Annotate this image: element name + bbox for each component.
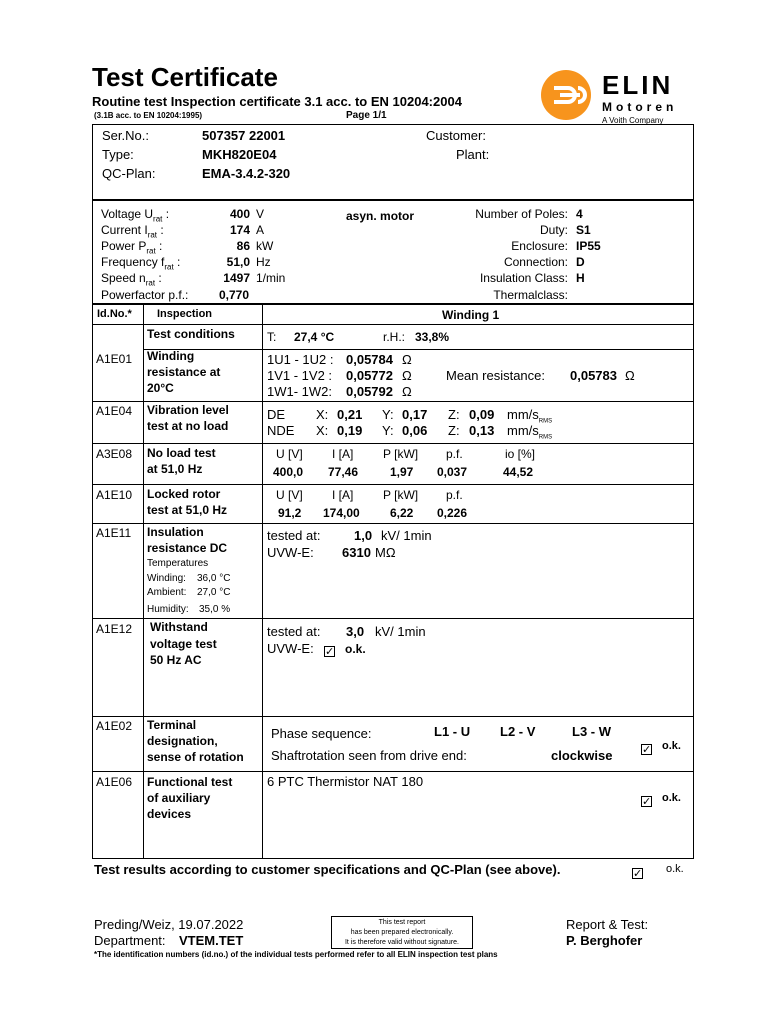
res-v-value: 0,05772 xyxy=(346,368,393,383)
y-label: Y: xyxy=(382,423,394,438)
vibration-unit: $mm/s_{RMS}$ xyxy=(507,423,553,441)
noload-name-1: No load test xyxy=(147,446,216,460)
phase-l3: L3 - W xyxy=(572,724,611,739)
row-id-a3e08: A3E08 xyxy=(96,447,133,461)
ws-uvw-label: UVW-E: xyxy=(267,641,314,656)
check-icon: ✓ xyxy=(325,646,335,658)
speed-unit: 1/min xyxy=(256,271,286,285)
ws-result: o.k. xyxy=(345,642,366,656)
terminal-name-1: Terminal xyxy=(147,718,197,732)
insulation-name-1: Insulation xyxy=(147,525,204,539)
x-label: X: xyxy=(316,407,329,422)
connection-label: Connection: xyxy=(503,255,568,269)
functional-name-2: of auxiliary xyxy=(147,791,211,805)
col-winding-header: Winding 1 xyxy=(442,308,500,322)
row-id-a1e11: A1E11 xyxy=(96,526,132,540)
humidity-value: 33,8% xyxy=(415,330,450,344)
shaft-rotation-label: Shaftrotation seen from drive end: xyxy=(271,748,467,763)
nde-x-value: 0,19 xyxy=(337,423,363,438)
ambient-temp-value: 27,0 °C xyxy=(197,587,231,598)
row-id-a1e10: A1E10 xyxy=(96,488,133,502)
functional-name-3: devices xyxy=(147,807,192,821)
customer-label: Customer: xyxy=(426,128,486,143)
res-u-value: 0,05784 xyxy=(346,352,393,367)
ohm-icon: Ω xyxy=(625,368,635,383)
de-label: DE xyxy=(267,407,286,422)
humidity-ins-value: 35,0 % xyxy=(199,604,231,615)
winding-name-3: 20°C xyxy=(147,381,174,395)
noload-io-value: 44,52 xyxy=(503,465,534,479)
noload-u-value: 400,0 xyxy=(273,465,304,479)
logo-subtitle: Motoren xyxy=(602,100,678,114)
electronic-note-1: This test report xyxy=(378,919,426,926)
report-test-label: Report & Test: xyxy=(566,917,649,932)
frequency-value: 51,0 xyxy=(226,255,250,269)
humidity-label: r.H.: xyxy=(383,330,406,344)
speed-value: 1497 xyxy=(223,271,250,285)
shaft-rotation-value: clockwise xyxy=(551,748,613,763)
functional-checkbox[interactable] xyxy=(641,792,652,810)
withstand-name-1: Withstand xyxy=(150,620,208,634)
voltage-label: Voltage $U_{rat}$ : xyxy=(101,207,170,224)
check-icon: ✓ xyxy=(633,868,643,880)
temperatures-label: Temperatures xyxy=(147,558,209,569)
header-u: U [V] xyxy=(276,447,303,461)
col-id-header: Id.No.* xyxy=(97,308,132,320)
header-io: io [%] xyxy=(505,447,536,461)
header-p: P [kW] xyxy=(383,447,419,461)
poles-value: 4 xyxy=(576,207,583,221)
ws-tested-value: 3,0 xyxy=(346,624,365,639)
mean-resistance-label: Mean resistance: xyxy=(446,368,545,383)
functional-name-1: Functional test xyxy=(147,775,233,789)
ws-tested-label: tested at: xyxy=(267,624,321,639)
phase-sequence-label: Phase sequence: xyxy=(271,726,372,741)
logo-brand: ELIN xyxy=(602,70,674,100)
res-v-label: 1V1 - 1V2 : xyxy=(267,368,333,383)
document-title: Test Certificate xyxy=(92,62,278,92)
voltage-unit: V xyxy=(256,207,265,221)
power-unit: kW xyxy=(256,239,274,253)
electronic-note-3: It is therefore valid without signature. xyxy=(344,939,459,946)
standard-note: (3.1B acc. to EN 10204:1995) xyxy=(94,111,203,120)
phase-l2: L2 - V xyxy=(500,724,536,739)
locked-name-1: Locked rotor xyxy=(147,487,221,501)
winding-name-1: Winding xyxy=(147,349,195,363)
vibration-unit: $mm/s_{RMS}$ xyxy=(507,407,553,425)
humidity-ins-label: Humidity: xyxy=(147,604,189,615)
header-u: U [V] xyxy=(276,488,303,502)
terminal-name-3: sense of rotation xyxy=(147,750,244,764)
vibration-name-1: Vibration level xyxy=(147,403,229,417)
ins-uvw-label: UVW-E: xyxy=(267,545,314,560)
serno-value: 507357 22001 xyxy=(202,128,286,143)
header-i: I [A] xyxy=(332,447,354,461)
insulation-label: Insulation Class: xyxy=(479,271,568,285)
res-w-label: 1W1- 1W2: xyxy=(267,384,333,399)
winding-name-2: resistance at xyxy=(147,365,221,379)
ins-tested-label: tested at: xyxy=(267,528,321,543)
noload-pf-value: 0,037 xyxy=(437,465,468,479)
page-number: Page 1/1 xyxy=(346,110,387,121)
nde-z-value: 0,13 xyxy=(469,423,495,438)
withstand-name-3: 50 Hz AC xyxy=(150,653,202,667)
elin-logo-icon xyxy=(540,68,600,128)
header-pf: p.f. xyxy=(446,488,463,502)
place-date: Preding/Weiz, 19.07.2022 xyxy=(94,917,244,932)
rotation-checkbox[interactable] xyxy=(641,740,652,758)
plant-label: Plant: xyxy=(456,147,490,162)
duty-label: Duty: xyxy=(539,223,568,237)
locked-pf-value: 0,226 xyxy=(437,506,468,520)
elin-logo xyxy=(540,68,700,128)
logo-tag: A Voith Company xyxy=(602,116,664,125)
locked-p-value: 6,22 xyxy=(390,506,414,520)
locked-i-value: 174,00 xyxy=(323,506,360,520)
frequency-unit: Hz xyxy=(256,255,271,269)
temperature-label: T: xyxy=(267,330,277,344)
insulation-value: H xyxy=(576,271,585,285)
frequency-label: Frequency $f_{rat}$ : xyxy=(101,255,181,272)
col-inspection-header: Inspection xyxy=(157,308,213,320)
row-id-a1e02: A1E02 xyxy=(96,719,133,733)
noload-p-value: 1,97 xyxy=(390,465,414,479)
insulation-name-2: resistance DC xyxy=(147,541,228,555)
winding-temp-value: 36,0 °C xyxy=(197,573,231,584)
power-value: 86 xyxy=(236,239,250,253)
y-label: Y: xyxy=(382,407,394,422)
qc-plan-label: QC-Plan: xyxy=(102,166,156,181)
motor-type: asyn. motor xyxy=(346,209,415,223)
ohm-icon: Ω xyxy=(402,352,412,367)
test-conditions-label: Test conditions xyxy=(147,327,235,341)
ws-tested-unit: kV/ 1min xyxy=(375,624,426,639)
enclosure-label: Enclosure: xyxy=(511,239,568,253)
department-label: Department: xyxy=(94,933,166,948)
type-value: MKH820E04 xyxy=(202,147,277,162)
header-pf: p.f. xyxy=(446,447,463,461)
ins-tested-unit: kV/ 1min xyxy=(381,528,432,543)
winding-temp-label: Winding: xyxy=(147,573,186,584)
functional-result: o.k. xyxy=(662,792,681,804)
ohm-icon: Ω xyxy=(402,368,412,383)
identification-box xyxy=(92,124,694,200)
footnote: *The identification numbers (id.no.) of the individual tests performed refer to all ELIN inspection test plans xyxy=(94,950,498,959)
de-z-value: 0,09 xyxy=(469,407,495,422)
ambient-temp-label: Ambient: xyxy=(147,587,187,598)
document-subtitle: Routine test Inspection certificate 3.1 acc. to EN 10204:2004 xyxy=(92,94,462,109)
noload-i-value: 77,46 xyxy=(328,465,359,479)
qc-plan-value: EMA-3.4.2-320 xyxy=(202,166,291,181)
nde-label: NDE xyxy=(267,423,295,438)
ins-uvw-unit: MΩ xyxy=(375,545,396,560)
header-p: P [kW] xyxy=(383,488,419,502)
ins-tested-value: 1,0 xyxy=(354,528,373,543)
x-label: X: xyxy=(316,423,329,438)
powerfactor-value: 0,770 xyxy=(219,288,250,302)
current-label: Current $I_{rat}$ : xyxy=(101,223,164,240)
row-id-a1e01: A1E01 xyxy=(96,352,133,366)
ws-checkbox[interactable] xyxy=(324,642,335,660)
poles-label: Number of Poles: xyxy=(475,207,568,221)
header-i: I [A] xyxy=(332,488,354,502)
res-w-value: 0,05792 xyxy=(346,384,393,399)
nde-y-value: 0,06 xyxy=(402,423,428,438)
locked-name-2: test at 51,0 Hz xyxy=(147,503,228,517)
row-id-a1e04: A1E04 xyxy=(96,404,133,418)
noload-name-2: at 51,0 Hz xyxy=(147,462,203,476)
row-id-a1e06: A1E06 xyxy=(96,775,133,789)
terminal-name-2: designation, xyxy=(147,734,218,748)
z-label: Z: xyxy=(448,423,460,438)
ins-uvw-value: 6310 xyxy=(342,545,371,560)
z-label: Z: xyxy=(448,407,460,422)
current-value: 174 xyxy=(229,223,250,237)
rotation-result: o.k. xyxy=(662,740,681,752)
duty-value: S1 xyxy=(576,223,591,237)
locked-u-value: 91,2 xyxy=(278,506,302,520)
phase-l1: L1 - U xyxy=(434,724,471,739)
connection-value: D xyxy=(576,255,585,269)
vibration-name-2: test at no load xyxy=(147,419,229,433)
electronic-note-2: has been prepared electronically. xyxy=(350,929,454,936)
electronic-note-box xyxy=(331,916,473,949)
powerfactor-label: Powerfactor p.f.: xyxy=(101,288,189,302)
temperature-value: 27,4 °C xyxy=(294,330,335,344)
type-label: Type: xyxy=(102,147,134,162)
de-y-value: 0,17 xyxy=(402,407,428,422)
functional-desc: 6 PTC Thermistor NAT 180 xyxy=(267,774,424,789)
enclosure-value: IP55 xyxy=(576,239,601,253)
voltage-value: 400 xyxy=(229,207,250,221)
department-value: VTEM.TET xyxy=(179,933,244,948)
current-unit: A xyxy=(256,223,265,237)
power-label: Power $P_{rat}$ : xyxy=(101,239,163,256)
withstand-name-2: voltage test xyxy=(150,637,217,651)
row-id-a1e12: A1E12 xyxy=(96,622,133,636)
report-test-name: P. Berghofer xyxy=(566,933,643,948)
summary-checkbox[interactable] xyxy=(632,864,643,882)
mean-resistance-value: 0,05783 xyxy=(570,368,617,383)
check-icon: ✓ xyxy=(642,796,652,808)
summary-result: o.k. xyxy=(666,863,684,875)
serno-label: Ser.No.: xyxy=(102,128,149,143)
de-x-value: 0,21 xyxy=(337,407,363,422)
summary-text: Test results according to customer specifications and QC-Plan (see above). xyxy=(94,862,561,877)
check-icon: ✓ xyxy=(642,744,652,756)
speed-label: Speed $n_{rat}$ : xyxy=(101,271,162,288)
thermalclass-label: Thermalclass: xyxy=(493,288,568,302)
res-u-label: 1U1 - 1U2 : xyxy=(267,352,334,367)
ohm-icon: Ω xyxy=(402,384,412,399)
